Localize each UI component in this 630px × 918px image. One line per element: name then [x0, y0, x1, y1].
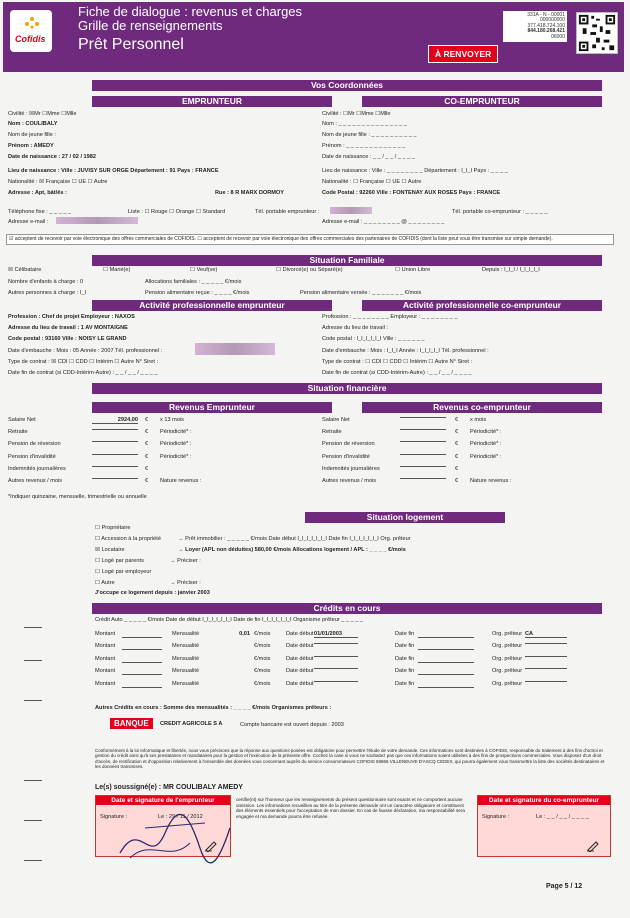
credit-mensualite-value[interactable]: 0,01	[239, 631, 250, 637]
title-line-1: Fiche de dialogue : revenus et charges	[78, 4, 303, 19]
credit-montant-field[interactable]	[122, 674, 162, 675]
handwritten-signature	[110, 808, 240, 868]
log-preciser-1[interactable]: → Préciser :	[170, 558, 201, 564]
revenu-label: Indemnités journalières	[8, 465, 66, 472]
emp-fin-contrat[interactable]: Date fin de contrat (si CDD-Intérim-Autre) : _ _ / _ _ / _ _ _ _	[8, 370, 158, 376]
section-coordonnees: Vos Coordonnées	[92, 80, 602, 91]
revenu-value[interactable]	[400, 417, 446, 418]
coemp-code-postal[interactable]: Code Postal : 92260 Ville : FONTENAY AUX ROSES Pays : FRANCE	[322, 190, 501, 196]
emp-profession[interactable]: Profession : Chef de projet Employeur : NAXOS	[8, 314, 135, 320]
title-line-3: Prêt Personnel	[78, 36, 184, 53]
revenu-extra[interactable]: Périodicité* :	[470, 453, 502, 460]
credit-montant-label: Montant	[95, 655, 116, 662]
cofidis-logo	[10, 10, 52, 52]
emp-telephone[interactable]: Téléphone fixe : _ _ _ _ _	[8, 209, 72, 215]
code-line: 844.180.268.421	[527, 28, 565, 35]
margin-mark	[24, 860, 42, 861]
revenu-unit: €	[145, 453, 149, 460]
emp-nationalite[interactable]: Nationalité : ☒ Française ☐ UE ☐ Autre	[8, 179, 108, 185]
credit-montant-field[interactable]	[122, 687, 162, 688]
section-activite-emp: Activité professionnelle emprunteur	[92, 300, 332, 311]
section-situation-logement: Situation logement	[305, 512, 505, 523]
soussigne: Le(s) soussigné(e) : MR COULIBALY AMEDY	[95, 784, 243, 791]
credit-fin-field[interactable]	[418, 674, 474, 675]
credit-debut-value[interactable]	[314, 656, 358, 657]
section-activite-coemp: Activité professionnelle co-emprunteur	[362, 300, 602, 311]
credit-montant-label: Montant	[95, 643, 116, 650]
credit-debut-value[interactable]	[314, 643, 358, 644]
emp-liste[interactable]: Liste : ☐ Rouge ☐ Orange ☐ Standard	[128, 209, 226, 215]
credit-mensualite-label: Mensualité	[172, 655, 200, 662]
emp-portable[interactable]: Tél. portable emprunteur :	[255, 209, 320, 215]
margin-mark	[24, 780, 42, 781]
revenu-unit: €	[455, 478, 459, 484]
credit-fin-label: Date fin	[395, 643, 415, 650]
sig-emp-date[interactable]: Le : 29 / 11 / 2012	[158, 814, 203, 820]
coemp-code-postal-travail[interactable]: Code postal : I_I_I_I_I_I Ville : _ _ _ _ _ _	[322, 336, 425, 342]
coemp-profession[interactable]: Profession : _ _ _ _ _ _ _ _ Employeur : _ _ _ _ _ _ _ _	[322, 314, 458, 320]
revenu-value[interactable]	[400, 441, 446, 442]
fam-pension-versee[interactable]: Pension alimentaire versée : _ _ _ _ _ _ _ €/mois	[300, 290, 422, 296]
revenu-extra[interactable]: Périodicité* :	[160, 453, 192, 460]
code-line: 377.418.724.100	[527, 22, 565, 29]
emp-lieu-naissance[interactable]: Lieu de naissance : Ville : JUVISY SUR ORGE Département : 91 Pays : FRANCE	[8, 168, 219, 174]
revenu-unit: €	[145, 429, 149, 436]
credit-debut-label: Date début	[286, 680, 314, 687]
emp-adresse-travail[interactable]: Adresse du lieu de travail : 1 AV MONTAIGNE	[8, 325, 128, 331]
credit-fin-field[interactable]	[418, 687, 474, 688]
revenu-extra[interactable]: Périodicité* :	[160, 429, 192, 436]
credit-debut-label: Date début	[286, 655, 314, 662]
revenu-unit: €	[455, 465, 459, 472]
revenu-label: Pension d'invalidité	[322, 453, 370, 460]
renvoyer-badge: À RENVOYER	[428, 45, 498, 63]
revenu-value[interactable]	[400, 478, 446, 479]
credit-unit: €/mois	[254, 631, 271, 637]
emp-nom[interactable]: Nom : COULIBALY	[8, 121, 58, 127]
code-line: 000000000	[539, 17, 565, 24]
code-line: 331A - N - 00001	[527, 12, 565, 18]
revenu-value[interactable]	[400, 429, 446, 430]
revenu-extra[interactable]: x mois	[470, 417, 487, 423]
credit-montant-field[interactable]	[122, 662, 162, 663]
coemp-email[interactable]: Adresse e-mail : _ _ _ _ _ _ _ _ @ _ _ _ _ _ _ _ _	[322, 219, 445, 225]
revenu-label: Pension d'invalidité	[8, 453, 56, 460]
revenu-label: Retraite	[322, 429, 342, 436]
margin-mark	[24, 820, 42, 821]
section-emprunteur: EMPRUNTEUR	[92, 96, 332, 107]
revenu-unit: €	[455, 441, 459, 448]
revenu-unit: €	[455, 453, 459, 460]
log-loyer[interactable]: → Loyer (APL non déduites) 580,00 €/mois Allocations logement / APL : _ _ _ _ €/mois	[178, 547, 406, 553]
credit-preteur-label: Org. prêteur	[492, 668, 523, 675]
credit-debut-label: Date début	[286, 643, 314, 650]
credit-debut-label: Date début	[286, 631, 314, 637]
revenu-unit: €	[455, 429, 459, 436]
title-line-2: Grille de renseignements	[78, 18, 223, 33]
coemp-adresse-travail[interactable]: Adresse du lieu de travail :	[322, 325, 388, 331]
revenu-label: Pension de réversion	[322, 441, 375, 448]
credit-debut-value[interactable]: 01/01/2003	[314, 631, 358, 638]
credit-preteur-label: Org. prêteur	[492, 643, 523, 650]
credits-autres[interactable]: Autres Crédits en cours : Somme des mensualités : _ _ _ _ €/mois Organismes prêteurs :	[95, 705, 332, 711]
credit-mensualite-label: Mensualité	[172, 668, 200, 675]
credit-montant-label: Montant	[95, 668, 116, 675]
credit-preteur-label: Org. prêteur	[492, 631, 523, 637]
banque-name[interactable]: CREDIT AGRICOLE S A	[160, 721, 223, 727]
credit-montant-field[interactable]	[122, 649, 162, 650]
page-number: Page 5 / 12	[546, 883, 583, 890]
revenu-label: Pension de réversion	[8, 441, 61, 448]
credit-debut-label: Date début	[286, 668, 314, 675]
credit-unit: €/mois	[254, 655, 271, 662]
emp-nom-jeune-fille[interactable]: Nom de jeune fille :	[8, 132, 56, 138]
fam-allocations[interactable]: Allocations familiales : _ _ _ _ _ €/mois	[145, 279, 242, 285]
section-revenus-coemp: Revenus co-emprunteur	[362, 402, 602, 413]
log-locataire[interactable]: ☒ Locataire	[95, 547, 125, 553]
credit-fin-field[interactable]	[418, 662, 474, 663]
log-pret-immo[interactable]: → Prêt immobilier : _ _ _ _ _ €/mois Date début I_I_I_I_I_I_I Date fin I_I_I_I_I_I_I Org. prêteur	[178, 536, 411, 542]
fam-pension-recue[interactable]: Pension alimentaire reçue : _ _ _ _ €/mois	[145, 290, 250, 296]
emp-civilite[interactable]: Civilité : ☒Mr ☐Mme ☐Mlle	[8, 111, 77, 117]
revenu-label: Salaire Net	[322, 417, 350, 423]
revenu-label: Autres revenus / mois	[322, 478, 377, 484]
revenu-value[interactable]: 2924,00	[92, 417, 138, 424]
revenu-unit: €	[145, 441, 149, 448]
fam-marie[interactable]: ☐ Marié(e)	[103, 267, 131, 273]
certify-text: certifie(nt) sur l'honneur que les renseignements du présent questionnaire sont exacts et ne comportent aucune omission. Les informations recueillies au titre de la présente demande ont un caractère obligatoire et constituent des éléments essentiels pour l'acceptation de mon dossier. En cas de fausse déclaration, ma responsabilité sera engagée et ma demande pourra être refusée.	[236, 797, 465, 819]
emp-code-postal-travail[interactable]: Code postal : 93160 Ville : NOISY LE GRAND	[8, 336, 127, 342]
fam-veuf[interactable]: ☐ Veuf(ve)	[190, 267, 218, 273]
coemp-nationalite[interactable]: Nationalité : ☐ Française ☐ UE ☐ Autre	[322, 179, 422, 185]
revenu-label: Salaire Net	[8, 417, 36, 423]
coemp-naissance[interactable]: Date de naissance : _ _ / _ _ / _ _ _ _	[322, 154, 415, 160]
coemp-fin-contrat[interactable]: Date fin de contrat (si CDD-Intérim-Autre) : _ _ / _ _ / _ _ _ _	[322, 370, 472, 376]
reference-codes	[503, 11, 567, 42]
revenu-extra[interactable]: Périodicité* :	[470, 429, 502, 436]
margin-mark	[24, 660, 42, 661]
section-revenus-emp: Revenus Emprunteur	[92, 402, 332, 413]
log-autre[interactable]: ☐ Autre	[95, 580, 115, 586]
revenu-value[interactable]	[92, 466, 138, 467]
credit-fin-label: Date fin	[395, 668, 415, 675]
credit-debut-value[interactable]	[314, 681, 358, 682]
revenu-unit: €	[145, 478, 149, 484]
redacted-phone	[330, 207, 372, 214]
credit-montant-label: Montant	[95, 680, 116, 687]
banque-badge: BANQUE	[110, 718, 153, 729]
sig-coemp-title: Date et signature du co-emprunteur	[478, 796, 610, 805]
revenu-extra[interactable]: Nature revenus :	[160, 478, 202, 484]
credit-auto[interactable]: Crédit Auto _ _ _ _ _ €/mois Date de début I_I_I_I_I_I_I Date de fin I_I_I_I_I_I_I Organisme prêteur _ _ _ _ _	[95, 617, 364, 623]
sig-emp-title: Date et signature de l'emprunteur	[96, 796, 230, 805]
coemp-nom-jeune-fille[interactable]: Nom de jeune fille : _ _ _ _ _ _ _ _ _ _	[322, 132, 417, 138]
credit-montant-label: Montant	[95, 631, 116, 637]
fam-depuis[interactable]: Depuis : I_I_I / I_I_I_I_I	[482, 267, 540, 273]
accept-offers[interactable]: ☑ acceptent de recevoir par voie électronique des offres commerciales de COFIDIS. ☐ acceptent de recevoir par voie électronique des offres commerciales des partenaires de COFIDIS (dont la liste peut vous être transmise sur simple demande).	[6, 234, 614, 245]
credit-fin-field[interactable]	[418, 649, 474, 650]
revenu-value[interactable]	[400, 466, 446, 467]
margin-mark	[24, 627, 42, 628]
credit-montant-field[interactable]	[122, 637, 162, 638]
redacted-email	[56, 217, 138, 224]
log-proprietaire[interactable]: ☐ Propriétaire	[95, 525, 131, 531]
emp-adresse[interactable]: Adresse : Apt, bât/ës :	[8, 190, 67, 196]
signature-box-coemprunteur[interactable]	[477, 795, 611, 857]
revenu-value[interactable]	[92, 454, 138, 455]
credit-fin-label: Date fin	[395, 655, 415, 662]
logo-text: Cofidis	[15, 34, 46, 44]
section-coemprunteur: CO-EMPRUNTEUR	[362, 96, 602, 107]
log-preciser-2[interactable]: → Préciser :	[170, 580, 201, 586]
revenu-extra[interactable]: Nature revenus :	[470, 478, 512, 484]
credit-unit: €/mois	[254, 668, 271, 675]
revenu-unit: €	[145, 417, 149, 423]
revenu-value[interactable]	[92, 478, 138, 479]
credit-preteur-value[interactable]	[525, 681, 567, 682]
revenu-value[interactable]	[400, 454, 446, 455]
revenu-label: Autres revenus / mois	[8, 478, 63, 484]
emp-contrat[interactable]: Type de contrat : ☒ CDI ☐ CDD ☐ Intérim ☐ Autre N° Siret :	[8, 359, 159, 365]
credit-fin-field[interactable]	[418, 637, 474, 638]
coemp-portable[interactable]: Tél. portable co-emprunteur : _ _ _ _ _	[452, 209, 548, 215]
code-line: 06000	[551, 33, 565, 40]
emp-naissance[interactable]: Date de naissance : 27 / 02 / 1982	[8, 154, 96, 160]
revenu-value[interactable]	[92, 441, 138, 442]
fam-celibataire[interactable]: ☒ Célibataire	[8, 267, 42, 273]
coemp-contrat[interactable]: Type de contrat : ☐ CDI ☐ CDD ☐ Intérim ☐ Autre N° Siret :	[322, 359, 473, 365]
section-situation-financiere: Situation financière	[92, 383, 602, 394]
coemp-lieu-naissance[interactable]: Lieu de naissance : Ville : _ _ _ _ _ _ _ _ Département : I_I_I Pays : _ _ _ _	[322, 168, 508, 174]
revenu-extra[interactable]: x 13 mois	[160, 417, 184, 423]
revenus-note: *Indiquer quinzaine, mensuelle, trimestrielle ou annuelle	[8, 494, 147, 500]
revenu-extra[interactable]: Périodicité* :	[160, 441, 192, 448]
revenu-label: Indemnités journalières	[322, 465, 380, 472]
credit-mensualite-label: Mensualité	[172, 631, 200, 637]
fam-union-libre[interactable]: ☐ Union Libre	[395, 267, 431, 273]
fam-divorce[interactable]: ☐ Divorcé(e) ou Séparé(e)	[276, 267, 343, 273]
sig-emp-signature-label: Signature :	[100, 814, 128, 820]
emp-prenom[interactable]: Prénom : AMEDY	[8, 143, 54, 149]
credit-fin-label: Date fin	[395, 680, 415, 687]
credit-preteur-label: Org. prêteur	[492, 680, 523, 687]
coemp-nom[interactable]: Nom : _ _ _ _ _ _ _ _ _ _ _ _ _ _ _	[322, 121, 407, 127]
revenu-value[interactable]	[92, 429, 138, 430]
redacted-tel-pro	[195, 343, 275, 355]
log-parents[interactable]: ☐ Logé par parents	[95, 558, 144, 564]
pen-icon	[586, 840, 600, 852]
fam-enfants[interactable]: Nombre d'enfants à charge : 0	[8, 279, 84, 285]
credit-unit: €/mois	[254, 643, 271, 650]
sig-coemp-signature-label: Signature :	[482, 814, 510, 820]
credit-mensualite-label: Mensualité	[172, 643, 200, 650]
emp-email[interactable]: Adresse e-mail :	[8, 219, 49, 225]
fam-autres-personnes[interactable]: Autres personnes à charge : I_I	[8, 290, 87, 296]
legal-text: Conformément à la loi Informatique et libertés, nous vous précisons que la réponse aux questions posées est obligatoire pour permettre l'étude de votre demande. Ces informations sont destinées à COFIDIS, responsable du traitement à des fins d'octroi et gestion du crédit ainsi qu'à ses prestataires et mandataires pour la gestion et l'exécution de la présente offre. Cochez la case si vous ne souhaitez pas que ces informations soient utilisées à des fins de prospections commerciales. Vous disposez d'un droit d'accès, de rectification et d'opposition relativement à l'ensemble des données vous concernant auprès du service consommateurs COFIDIS 59866 VILLENEUVE D'ASCQ CEDEX, qui pourra également vous transmettre la liste des sociétés destinataires et les données transmises.	[95, 748, 605, 770]
log-accession[interactable]: ☐ Accession à la propriété	[95, 536, 161, 542]
log-depuis[interactable]: J'occupe ce logement depuis : janvier 2003	[95, 590, 210, 596]
emp-embauche[interactable]: Date d'embauche : Mois : 05 Année : 2007 Tél. professionnel :	[8, 348, 163, 354]
coemp-prenom[interactable]: Prénom : _ _ _ _ _ _ _ _ _ _ _ _ _	[322, 143, 406, 149]
credit-unit: €/mois	[254, 680, 271, 687]
coemp-civilite[interactable]: Civilité : ☐Mr ☐Mme ☐Mlle	[322, 111, 391, 117]
credit-preteur-value[interactable]	[525, 656, 567, 657]
coemp-embauche[interactable]: Date d'embauche : Mois : I_I_I Année : I_I_I_I_I Tél. professionnel :	[322, 348, 489, 354]
log-employeur[interactable]: ☐ Logé par employeur	[95, 569, 152, 575]
credit-mensualite-label: Mensualité	[172, 680, 200, 687]
section-credits: Crédits en cours	[92, 603, 602, 614]
revenu-extra[interactable]: Périodicité* :	[470, 441, 502, 448]
credit-debut-value[interactable]	[314, 668, 358, 669]
logo-dots-icon	[24, 16, 40, 30]
credit-preteur-value[interactable]: CA	[525, 631, 567, 638]
qr-code-icon	[576, 12, 618, 54]
credit-preteur-label: Org. prêteur	[492, 655, 523, 662]
emp-rue[interactable]: Rue : 8 R MARX DORMOY	[215, 190, 284, 196]
revenu-label: Retraite	[8, 429, 28, 436]
credit-fin-label: Date fin	[395, 631, 415, 637]
credit-preteur-value[interactable]	[525, 643, 567, 644]
credit-preteur-value[interactable]	[525, 668, 567, 669]
sig-coemp-date[interactable]: Le : _ _ / _ _ / _ _ _ _	[536, 814, 589, 820]
revenu-unit: €	[455, 417, 459, 423]
margin-mark	[24, 700, 42, 701]
banque-depuis[interactable]: Compte bancaire est ouvert depuis : 2003	[240, 722, 344, 728]
section-situation-familiale: Situation Familiale	[92, 255, 602, 266]
revenu-unit: €	[145, 465, 149, 472]
